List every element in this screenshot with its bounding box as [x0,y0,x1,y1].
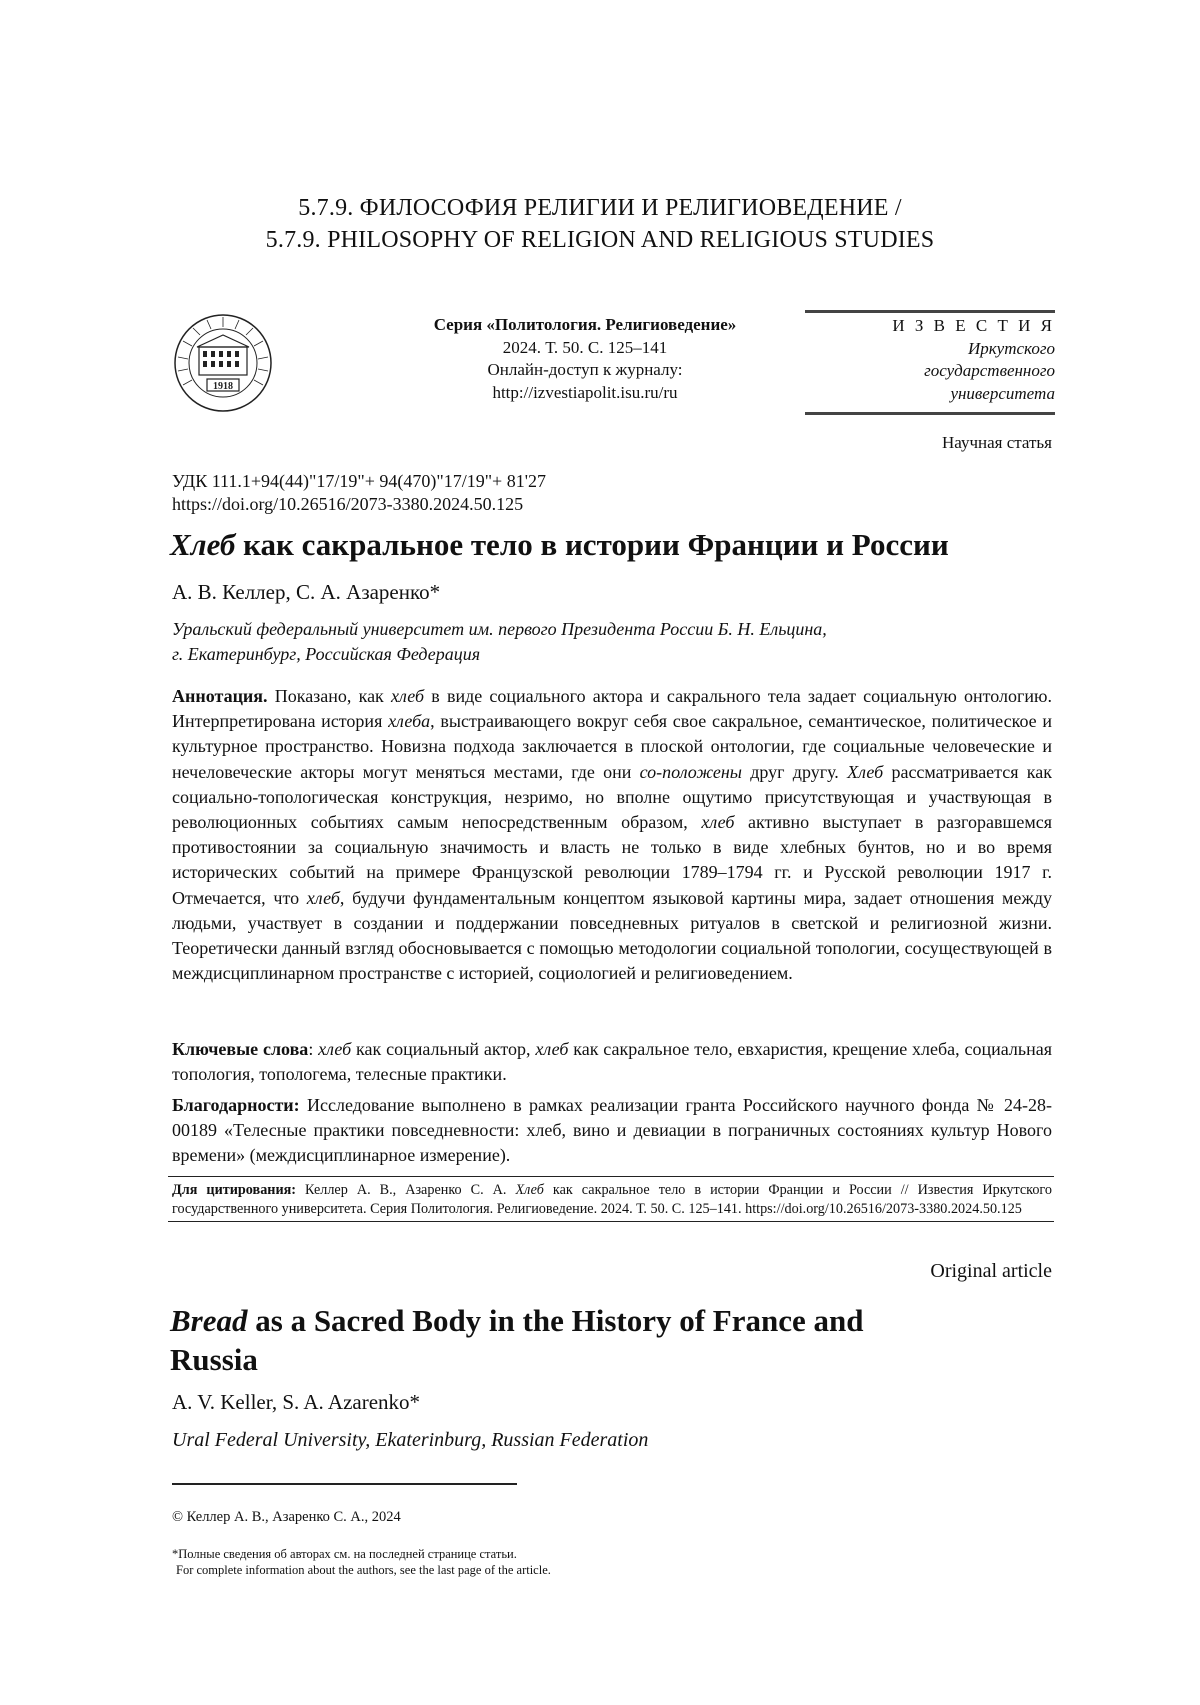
copyright: © Келлер А. В., Азаренко С. А., 2024 [172,1509,401,1525]
abstract-italic: хлеб [701,812,735,833]
abstract-text: друг другу. [741,761,848,782]
journal-line4: университета [950,383,1055,403]
footnote-divider [172,1483,517,1485]
journal-block [805,310,1055,415]
keywords-italic: хлеб [535,1039,569,1059]
udk-block [172,470,546,516]
acknowledgements [172,1093,1052,1169]
doi-link[interactable]: https://doi.org/10.26516/2073-3380.2024.50.125 [172,494,524,514]
keywords-text: : [308,1039,319,1059]
abstract-text: , будучи фундаментальным концептом языковой картины мира, задает отношения между людьми, участвует в создании и поддержании повседневных ритуалов в светской и религиозной жизни. Теоретически данный взгляд обосновывается с помощью методологии социальной топологии, сосуществующей в междисциплинарном пространстве с историей, социологией и религиоведением. [172,887,1052,984]
affiliation-ru-line1: Уральский федеральный университет им. первого Президента России Б. Н. Ельцина, [172,619,827,639]
abstract [172,684,1052,986]
keywords-text: как социальный актор, [351,1039,536,1059]
title-en-italic: Bread [170,1303,248,1338]
section-heading-ru: 5.7.9. ФИЛОСОФИЯ РЕЛИГИИ И РЕЛИГИОВЕДЕНИЕ / [298,195,902,221]
citation-label: Для цитирования: [172,1182,297,1198]
abstract-italic: хлеба [388,711,431,732]
title-ru-rest: как сакральное тело в истории Франции и России [235,527,949,562]
series-issue: 2024. Т. 50. С. 125–141 [502,337,668,357]
acknowledgements-text: Исследование выполнено в рамках реализации гранта Российского научного фонда № 24-28-00189 «Телесные практики повседневности: хлеб, вино и девиации в пограничных состояниях культур Нового времени» (междисциплинарное измерение). [172,1095,1052,1166]
series-access: Онлайн-доступ к журналу: [487,360,683,379]
abstract-text: рассматривается как социально-топологическая конструкция, незримо, но вполне ощутимо присутствующая и участвующая в революционных событиях самым непосредственным образом, [172,761,1052,833]
title-ru [170,527,949,563]
journal-line2: Иркутского [967,338,1055,358]
journal-line3: государственного [924,361,1055,380]
footnote-en: For complete information about the authors, see the last page of the article. [176,1563,551,1577]
abstract-text: , выстраивающего вокруг себя свое сакральное, семантическое, политическое и культурное пространство. Новизна подхода заключается в плоской онтологии, где социальные человеческие и нечеловеческие акторы могут меняться местами, где они [172,711,1052,782]
series-info [390,314,780,404]
section-heading-en: 5.7.9. PHILOSOPHY OF RELIGION AND RELIGIOUS STUDIES [265,227,935,253]
keywords-italic: хлеб [318,1039,352,1059]
citation-italic: Хлеб [515,1182,544,1198]
affiliation-en: Ural Federal University, Ekaterinburg, Russian Federation [172,1429,649,1451]
title-ru-italic: Хлеб [170,527,236,562]
abstract-italic: Хлеб [847,761,884,782]
affiliation-ru-line2: г. Екатеринбург, Российская Федерация [172,644,481,664]
journal-title: И З В Е С Т И Я [892,316,1055,335]
title-en-rest: as a Sacred Body in the History of France and Russia [170,1303,864,1377]
seal-year: 1918 [213,381,233,392]
series-name: Серия «Политология. Религиоведение» [433,315,737,334]
citation-text: как сакральное тело в истории Франции и России // Известия Иркутского государственного университета. Серия Политология. Религиоведение. 2024. Т. 50. С. 125–141. https://doi.org/10.26516/2073-3380.2024.50.125 [172,1182,1052,1217]
footnote-ru: *Полные сведения об авторах см. на последней странице статьи. [172,1547,517,1561]
abstract-text: Показано, как [267,686,391,706]
abstract-label: Аннотация. [172,686,268,706]
abstract-italic: со-положены [639,761,742,782]
university-seal-icon [173,313,273,413]
acknowledgements-label: Благодарности: [172,1095,300,1115]
authors-ru: А. В. Келлер, С. А. Азаренко* [172,580,441,604]
udk-code: УДК 111.1+94(44)"17/19"+ 94(470)"17/19"+ 81'27 [172,471,546,491]
affiliation-ru [172,617,827,667]
keywords-text: как сакральное тело, евхаристия, крещение хлеба, социальная топология, топологема, телесные практики. [172,1039,1052,1085]
keywords-label: Ключевые слова [172,1039,309,1059]
keywords [172,1037,1052,1087]
citation-box [168,1176,1054,1222]
citation-text: Келлер А. В., Азаренко С. А. [296,1182,516,1198]
abstract-italic: хлеб [306,887,340,908]
abstract-text: в виде социального актора и сакрального тела задает социальную онтологию. Интерпретирована история [172,686,1052,732]
abstract-italic: хлеб [391,686,425,706]
series-url[interactable]: http://izvestiapolit.isu.ru/ru [492,382,678,402]
article-type-ru: Научная статья [941,433,1052,452]
article-type-en: Original article [930,1260,1052,1282]
abstract-text: активно выступает в разгоравшемся противостоянии за социальную значимость и власть не только в виде хлебных бунтов, но и во время исторических событий на примере Французской революции 1789–1794 гг. и Русской революции 1917 г. Отмечается, что [172,812,1052,908]
authors-en: A. V. Keller, S. A. Azarenko* [172,1390,421,1414]
title-en [170,1301,890,1379]
section-heading [0,192,1200,256]
